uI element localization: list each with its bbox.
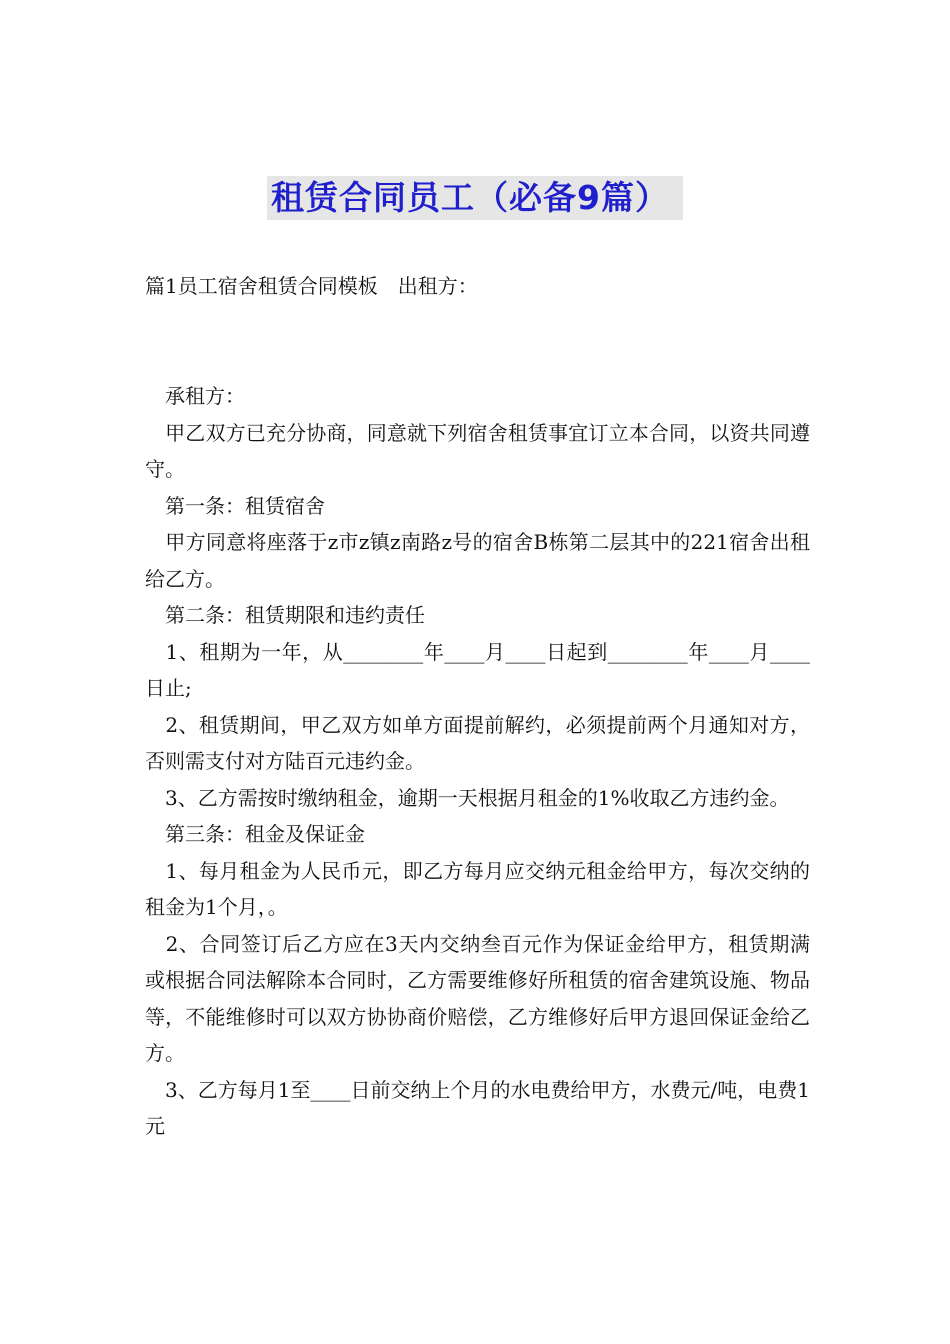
document-title-bar [0, 176, 950, 220]
paragraph-deposit: 2、合同签订后乙方应在3天内交纳叁百元作为保证金给甲方，租赁期满或根据合同法解除本合同时，乙方需要维修好所租赁的宿舍建筑设施、物品等，不能维修时可以双方协协商价赔偿，乙方维修好后甲方退回保证金给乙方。 [145, 931, 810, 1065]
section-heading-2: 第二条：租赁期限和违约责任 [145, 603, 425, 627]
paragraph-term: 1、租期为一年，从________年____月____日起到________年____月____日止; [145, 639, 810, 700]
paragraph-agreement: 甲乙双方已充分协商，同意就下列宿舍租赁事宜订立本合同，以资共同遵守。 [145, 420, 810, 481]
paragraph-monthly-rent: 1、每月租金为人民币元，即乙方每月应交纳元租金给甲方，每次交纳的租金为1个月，。 [145, 858, 810, 919]
section-heading-3: 第三条：租金及保证金 [145, 822, 365, 846]
document-title: 租赁合同员工（必备9篇） [267, 176, 683, 220]
intro-line: 篇1员工宿舍租赁合同模板 出租方： [145, 274, 478, 298]
paragraph-late-fee: 3、乙方需按时缴纳租金，逾期一天根据月租金的1%收取乙方违约金。 [145, 785, 790, 810]
paragraph-utilities: 3、乙方每月1至____日前交纳上个月的水电费给甲方，水费元/吨，电费1元 [145, 1077, 810, 1138]
paragraph-early-termination: 2、租赁期间，甲乙双方如单方面提前解约，必须提前两个月通知对方，否则需支付对方陆百元违约金。 [145, 712, 810, 773]
section-heading-1: 第一条：租赁宿舍 [145, 493, 325, 518]
paragraph-lessee: 承租方： [145, 384, 245, 408]
paragraph-dorm-location: 甲方同意将座落于z市z镇z南路z号的宿舍B栋第二层其中的221宿舍出租给乙方。 [145, 530, 810, 591]
contract-body [145, 378, 810, 1145]
